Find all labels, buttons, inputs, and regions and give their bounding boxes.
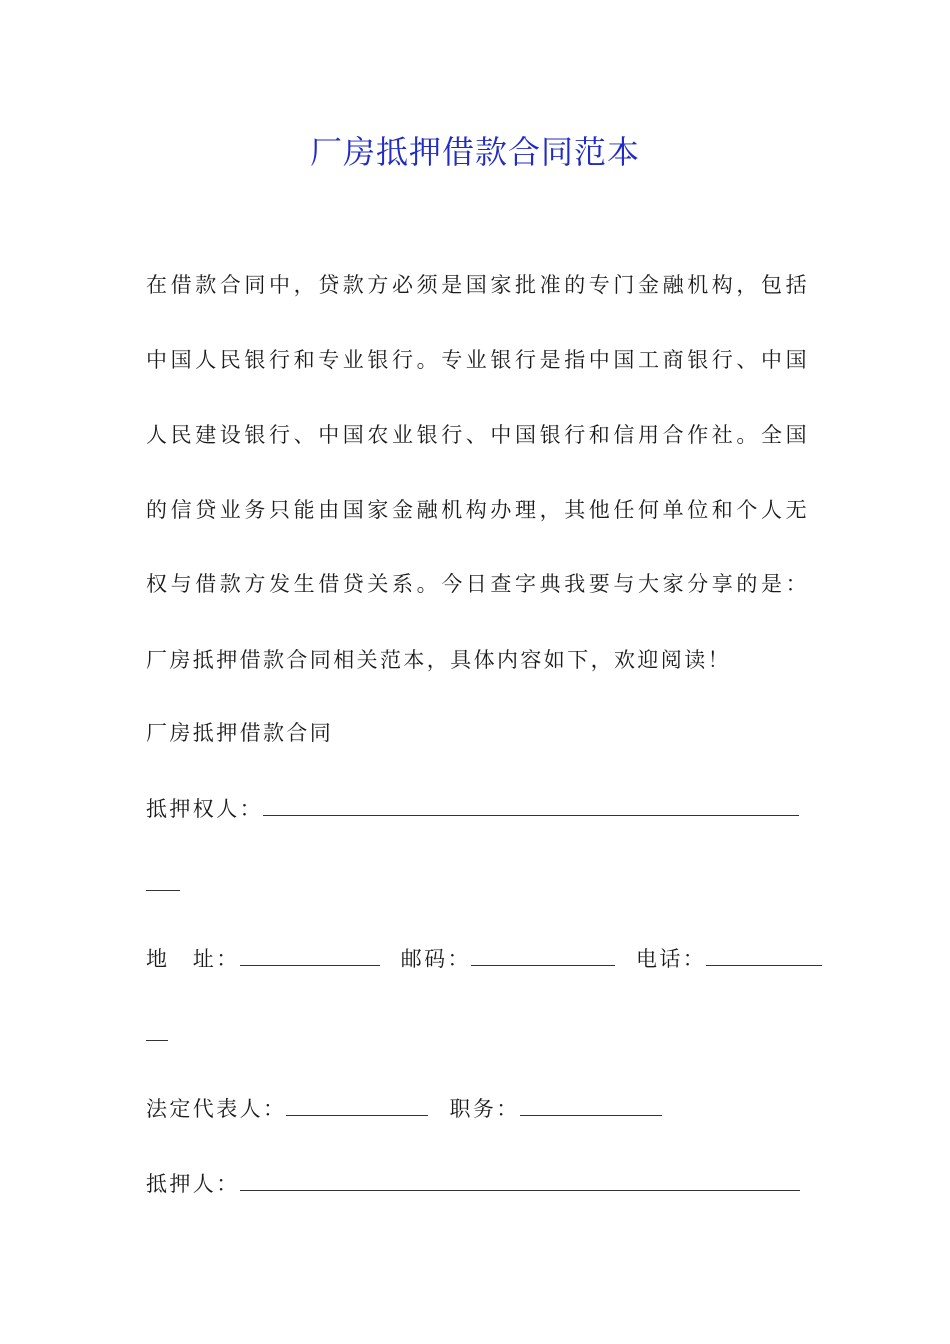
contract-heading: 厂房抵押借款合同 bbox=[146, 721, 334, 745]
mortgagor-blank[interactable] bbox=[240, 1166, 800, 1191]
phone-label: 电话： bbox=[635, 947, 707, 971]
legal-rep-row bbox=[146, 1091, 806, 1126]
postcode-label: 邮码： bbox=[400, 947, 471, 971]
legal-rep-blank[interactable] bbox=[286, 1091, 428, 1116]
intro-line: 人民建设银行、中国农业银行、中国银行和信用合作社。全国 bbox=[146, 423, 811, 447]
mortgagee-row bbox=[146, 791, 806, 826]
legal-rep-label: 法定代表人： bbox=[146, 1097, 287, 1121]
mortgagee-label: 抵押权人： bbox=[146, 797, 263, 821]
intro-line: 权与借款方发生借贷关系。今日查字典我要与大家分享的是： bbox=[146, 572, 811, 596]
postcode-blank[interactable] bbox=[471, 941, 615, 966]
position-blank[interactable] bbox=[520, 1091, 662, 1116]
intro-line: 中国人民银行和专业银行。专业银行是指中国工商银行、中国 bbox=[146, 348, 811, 372]
phone-blank[interactable] bbox=[706, 941, 822, 966]
document-title: 厂房抵押借款合同范本 bbox=[309, 133, 640, 171]
address-blank[interactable] bbox=[240, 941, 380, 966]
phone-blank-continued[interactable] bbox=[146, 1016, 168, 1041]
position-label: 职务： bbox=[449, 1097, 520, 1121]
mortgagee-row-continued bbox=[146, 866, 806, 901]
mortgagor-label: 抵押人： bbox=[146, 1172, 240, 1196]
address-label: 地 址： bbox=[146, 947, 240, 971]
intro-line: 的信贷业务只能由国家金融机构办理，其他任何单位和个人无 bbox=[146, 498, 811, 522]
mortgagee-blank-continued[interactable] bbox=[146, 866, 180, 891]
intro-line: 厂房抵押借款合同相关范本，具体内容如下，欢迎阅读！ bbox=[146, 648, 731, 672]
intro-line: 在借款合同中，贷款方必须是国家批准的专门金融机构，包括 bbox=[146, 273, 811, 297]
mortgagor-row bbox=[146, 1166, 806, 1201]
address-row bbox=[146, 941, 806, 976]
mortgagee-blank[interactable] bbox=[263, 791, 799, 816]
address-row-continued bbox=[146, 1016, 806, 1051]
